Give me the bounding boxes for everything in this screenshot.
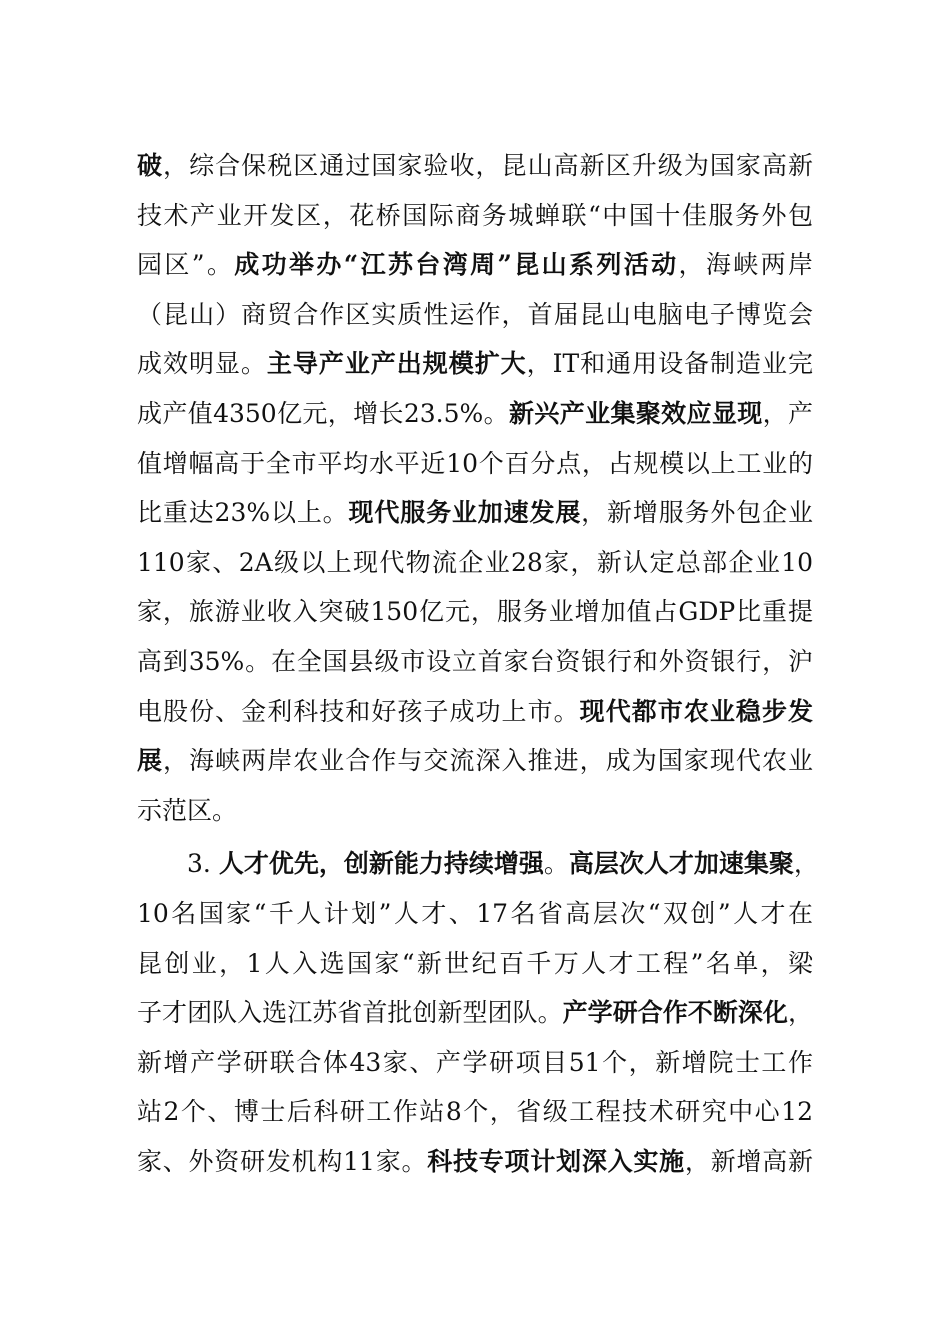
section-number: 3.	[187, 849, 219, 879]
section-heading: 人才优先，创新能力持续增强	[218, 849, 544, 879]
text-line	[137, 839, 819, 889]
bold-phrase: 现代服务业加速发展	[348, 498, 582, 528]
text-line	[137, 389, 813, 439]
text-run: ，产	[762, 398, 813, 428]
text-run: 园区”。	[137, 250, 235, 280]
bold-phrase: 现代都市农业稳步发	[579, 696, 813, 726]
text-line	[137, 141, 813, 191]
bold-phrase: 产学研合作不断深化	[562, 998, 788, 1028]
text-line	[137, 191, 813, 241]
text-run: 值增幅高于全市平均水平近10个百分点，占规模以上工业的	[137, 448, 813, 478]
bold-phrase: 新兴产业集聚效应显现	[509, 398, 763, 428]
text-line	[137, 488, 813, 538]
text-line	[137, 538, 813, 588]
text-run: 10名国家“千人计划”人才、17名省高层次“双创”人才在	[137, 898, 813, 928]
body-text	[137, 141, 819, 1186]
text-line	[137, 736, 813, 786]
text-run: 家、外资研发机构11家。	[137, 1146, 428, 1176]
text-line	[137, 687, 813, 737]
paragraph-1	[137, 141, 813, 835]
text-line	[137, 1038, 813, 1088]
text-run: ，	[787, 998, 813, 1028]
text-run: ，综合保税区通过国家验收，昆山高新区升级为国家高新	[163, 151, 813, 180]
bold-phrase: 主导产业产出规模扩大	[266, 349, 527, 379]
text-run: ，海峡两岸农业合作与交流深入推进，成为国家现代农业	[163, 746, 813, 776]
bold-phrase: 破	[137, 151, 164, 180]
text-line	[137, 240, 813, 290]
text-run: ，	[793, 849, 819, 879]
text-run: 高到35%。在全国县级市设立首家台资银行和外资银行，沪	[137, 646, 813, 676]
text-run: ，海峡两岸	[678, 250, 813, 280]
bold-phrase: 展	[137, 746, 164, 776]
text-run: ，新增服务外包企业	[581, 498, 813, 528]
text-line	[137, 587, 813, 637]
text-run: 技术产业开发区，花桥国际商务城蝉联“中国十佳服务外包	[137, 200, 813, 230]
bold-phrase: 科技专项计划深入实施	[427, 1146, 685, 1176]
text-line	[137, 1087, 813, 1137]
text-run: 昆创业，1人入选国家“新世纪百千万人才工程”名单，梁	[137, 948, 813, 978]
text-line	[137, 1137, 813, 1187]
text-line	[137, 290, 813, 340]
text-line	[137, 889, 813, 939]
text-run: 家，旅游业收入突破150亿元，服务业增加值占GDP比重提	[137, 597, 813, 627]
text-line	[137, 786, 813, 836]
bold-phrase: 成功举办“江苏台湾周”昆山系列活动	[234, 250, 679, 280]
text-run: 比重达23%以上。	[137, 498, 349, 528]
text-run: （昆山）商贸合作区实质性运作，首届昆山电脑电子博览会	[137, 299, 813, 329]
text-run: 子才团队入选江苏省首批创新型团队。	[137, 998, 563, 1028]
text-run: ，IT和通用设备制造业完	[526, 349, 813, 379]
text-run: ，新增高新	[684, 1146, 813, 1176]
text-run: 成产值4350亿元，增长23.5%。	[137, 398, 510, 428]
text-line	[137, 339, 813, 389]
text-line	[137, 637, 813, 687]
text-run: 站2个、博士后科研工作站8个，省级工程技术研究中心12	[137, 1097, 813, 1127]
text-run: 示范区。	[137, 795, 238, 825]
text-run: 电股份、金利科技和好孩子成功上市。	[137, 696, 580, 726]
text-run: 成效明显。	[137, 349, 267, 379]
text-line	[137, 939, 813, 989]
text-run: 。	[543, 849, 569, 879]
text-line	[137, 988, 813, 1038]
paragraph-2	[137, 839, 819, 1186]
text-run: 110家、2A级以上现代物流企业28家，新认定总部企业10	[137, 547, 813, 577]
text-line	[137, 439, 813, 489]
text-run: 新增产学研联合体43家、产学研项目51个，新增院士工作	[137, 1047, 813, 1077]
bold-phrase: 高层次人才加速集聚	[568, 849, 794, 879]
